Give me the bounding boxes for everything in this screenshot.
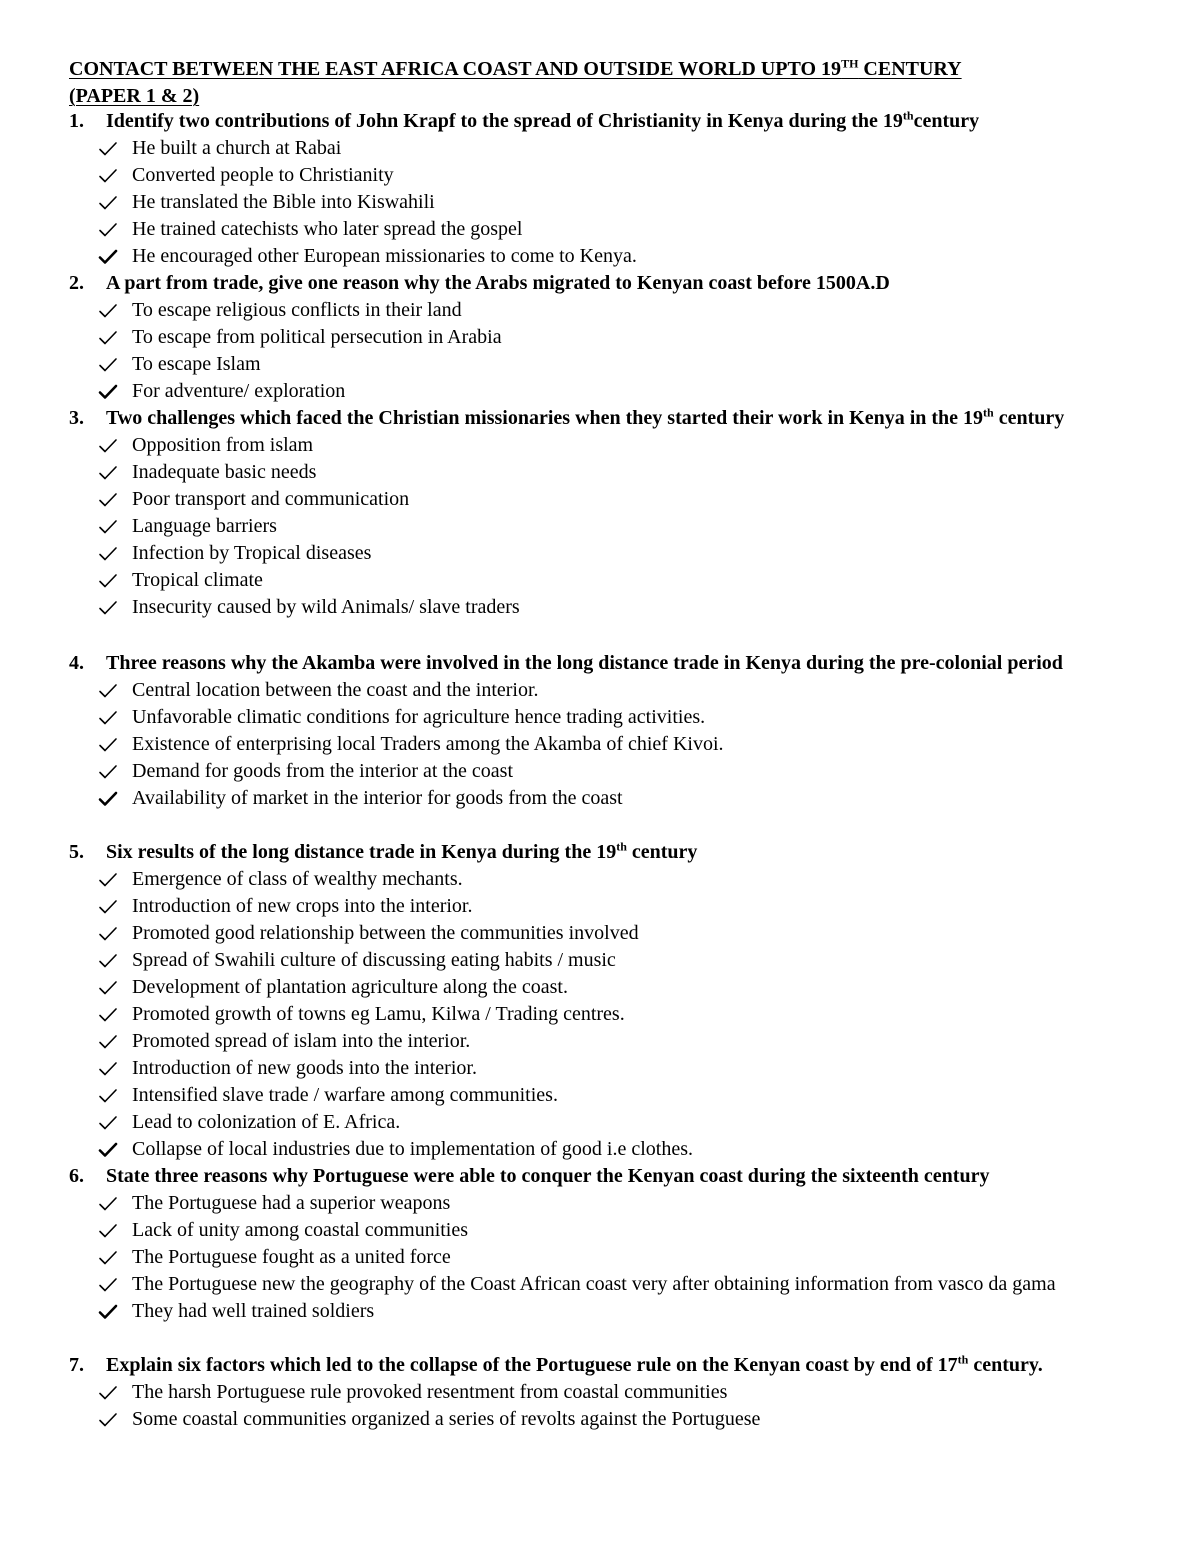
answer-item: The Portuguese had a superior weapons — [69, 1190, 1159, 1217]
question-text: Explain six factors which led to the collapse of the Portuguese rule on the Kenyan coast by end of 17th century. — [106, 1352, 1043, 1376]
answer-item: Opposition from islam — [69, 432, 1159, 459]
checkmark-icon — [98, 947, 120, 974]
question-1 — [69, 108, 1159, 270]
checkmark-icon — [98, 162, 120, 189]
question-number: 4. — [69, 652, 84, 674]
answer-list — [69, 1190, 1159, 1325]
answer-item: Language barriers — [69, 513, 1159, 540]
answer-list — [69, 866, 1159, 1163]
checkmark-icon — [98, 704, 120, 731]
question-text: State three reasons why Portuguese were able to conquer the Kenyan coast during the sixteenth century — [106, 1165, 990, 1187]
checkmark-icon — [98, 1217, 120, 1244]
question-5 — [69, 839, 1159, 1163]
question-heading — [69, 108, 1159, 135]
answer-item: Availability of market in the interior for goods from the coast — [69, 785, 1159, 812]
checkmark-icon — [98, 243, 120, 270]
answer-item: Converted people to Christianity — [69, 162, 1159, 189]
checkmark-icon — [98, 324, 120, 351]
checkmark-icon — [98, 540, 120, 567]
answer-item: Promoted growth of towns eg Lamu, Kilwa / Trading centres. — [69, 1001, 1159, 1028]
answer-item: To escape religious conflicts in their land — [69, 297, 1159, 324]
question-text: Three reasons why the Akamba were involved in the long distance trade in Kenya during the pre-colonial period — [106, 652, 1063, 674]
answer-list — [69, 432, 1159, 621]
question-text: Six results of the long distance trade in Kenya during the 19th century — [106, 839, 698, 863]
title-rest: CENTURY — [858, 58, 962, 80]
answer-item: The harsh Portuguese rule provoked resentment from coastal communities — [69, 1379, 1159, 1406]
question-text: A part from trade, give one reason why the Arabs migrated to Kenyan coast before 1500A.D — [106, 272, 890, 294]
question-number: 3. — [69, 407, 84, 429]
answer-item: For adventure/ exploration — [69, 378, 1159, 405]
question-heading — [69, 1352, 1159, 1379]
checkmark-icon — [98, 1190, 120, 1217]
answer-item: Some coastal communities organized a series of revolts against the Portuguese — [69, 1406, 1159, 1433]
checkmark-icon — [98, 677, 120, 704]
checkmark-icon — [98, 893, 120, 920]
checkmark-icon — [98, 785, 120, 812]
answer-item: Lead to colonization of E. Africa. — [69, 1109, 1159, 1136]
answer-item: To escape Islam — [69, 351, 1159, 378]
answer-item: Intensified slave trade / warfare among communities. — [69, 1082, 1159, 1109]
checkmark-icon — [98, 1406, 120, 1433]
answer-item: Spread of Swahili culture of discussing eating habits / music — [69, 947, 1159, 974]
checkmark-icon — [98, 758, 120, 785]
answer-item: Promoted spread of islam into the interior. — [69, 1028, 1159, 1055]
question-text: Identify two contributions of John Krapf to the spread of Christianity in Kenya during the 19thcentury — [106, 108, 980, 132]
checkmark-icon — [98, 1001, 120, 1028]
question-number: 7. — [69, 1354, 84, 1376]
checkmark-icon — [98, 731, 120, 758]
question-2 — [69, 270, 1159, 405]
checkmark-icon — [98, 1109, 120, 1136]
answer-item: Poor transport and communication — [69, 486, 1159, 513]
question-7 — [69, 1352, 1159, 1433]
answer-item: To escape from political persecution in Arabia — [69, 324, 1159, 351]
answer-item: Unfavorable climatic conditions for agriculture hence trading activities. — [69, 704, 1159, 731]
answer-item: Collapse of local industries due to implementation of good i.e clothes. — [69, 1136, 1159, 1163]
answer-item: Inadequate basic needs — [69, 459, 1159, 486]
answer-item: He trained catechists who later spread the gospel — [69, 216, 1159, 243]
checkmark-icon — [98, 1082, 120, 1109]
checkmark-icon — [98, 351, 120, 378]
checkmark-icon — [98, 1028, 120, 1055]
checkmark-icon — [98, 378, 120, 405]
question-heading — [69, 1163, 1159, 1190]
document-title — [69, 56, 1159, 110]
checkmark-icon — [98, 486, 120, 513]
answer-item: Introduction of new goods into the interior. — [69, 1055, 1159, 1082]
checkmark-icon — [98, 1055, 120, 1082]
answer-item: Tropical climate — [69, 567, 1159, 594]
checkmark-icon — [98, 1379, 120, 1406]
question-text: Two challenges which faced the Christian missionaries when they started their work in Kenya in the 19th century — [106, 405, 1065, 429]
answer-item: Promoted good relationship between the communities involved — [69, 920, 1159, 947]
answer-item: Lack of unity among coastal communities — [69, 1217, 1159, 1244]
title-paper-line: (PAPER 1 & 2) — [69, 85, 200, 107]
title-superscript: TH — [841, 56, 859, 71]
answer-item: The Portuguese fought as a united force — [69, 1244, 1159, 1271]
checkmark-icon — [98, 216, 120, 243]
answer-list — [69, 297, 1159, 405]
question-3 — [69, 405, 1159, 621]
checkmark-icon — [98, 432, 120, 459]
answer-list — [69, 135, 1159, 270]
question-number: 2. — [69, 272, 84, 294]
question-heading — [69, 839, 1159, 866]
checkmark-icon — [98, 1136, 120, 1163]
checkmark-icon — [98, 297, 120, 324]
question-4 — [69, 650, 1159, 812]
answer-list — [69, 1379, 1159, 1433]
question-6 — [69, 1163, 1159, 1325]
checkmark-icon — [98, 1244, 120, 1271]
checkmark-icon — [98, 513, 120, 540]
question-number: 6. — [69, 1165, 84, 1187]
answer-item: He built a church at Rabai — [69, 135, 1159, 162]
answer-item: Central location between the coast and the interior. — [69, 677, 1159, 704]
question-heading — [69, 650, 1159, 677]
checkmark-icon — [98, 974, 120, 1001]
checkmark-icon — [98, 459, 120, 486]
checkmark-icon — [98, 1271, 120, 1298]
checkmark-icon — [98, 920, 120, 947]
checkmark-icon — [98, 866, 120, 893]
checkmark-icon — [98, 1298, 120, 1325]
question-number: 5. — [69, 841, 84, 863]
answer-item: He translated the Bible into Kiswahili — [69, 189, 1159, 216]
answer-item: Existence of enterprising local Traders among the Akamba of chief Kivoi. — [69, 731, 1159, 758]
title-main: CONTACT BETWEEN THE EAST AFRICA COAST AND OUTSIDE WORLD UPTO 19 — [69, 58, 842, 80]
answer-item: Development of plantation agriculture along the coast. — [69, 974, 1159, 1001]
question-heading — [69, 405, 1159, 432]
answer-item: The Portuguese new the geography of the Coast African coast very after obtaining information from vasco da gama — [69, 1271, 1159, 1298]
checkmark-icon — [98, 594, 120, 621]
checkmark-icon — [98, 135, 120, 162]
answer-item: Infection by Tropical diseases — [69, 540, 1159, 567]
answer-list — [69, 677, 1159, 812]
answer-item: Demand for goods from the interior at the coast — [69, 758, 1159, 785]
checkmark-icon — [98, 189, 120, 216]
answer-item: He encouraged other European missionaries to come to Kenya. — [69, 243, 1159, 270]
question-heading — [69, 270, 1159, 297]
checkmark-icon — [98, 567, 120, 594]
answer-item: Insecurity caused by wild Animals/ slave traders — [69, 594, 1159, 621]
answer-item: Introduction of new crops into the interior. — [69, 893, 1159, 920]
question-number: 1. — [69, 110, 84, 132]
answer-item: Emergence of class of wealthy mechants. — [69, 866, 1159, 893]
answer-item: They had well trained soldiers — [69, 1298, 1159, 1325]
